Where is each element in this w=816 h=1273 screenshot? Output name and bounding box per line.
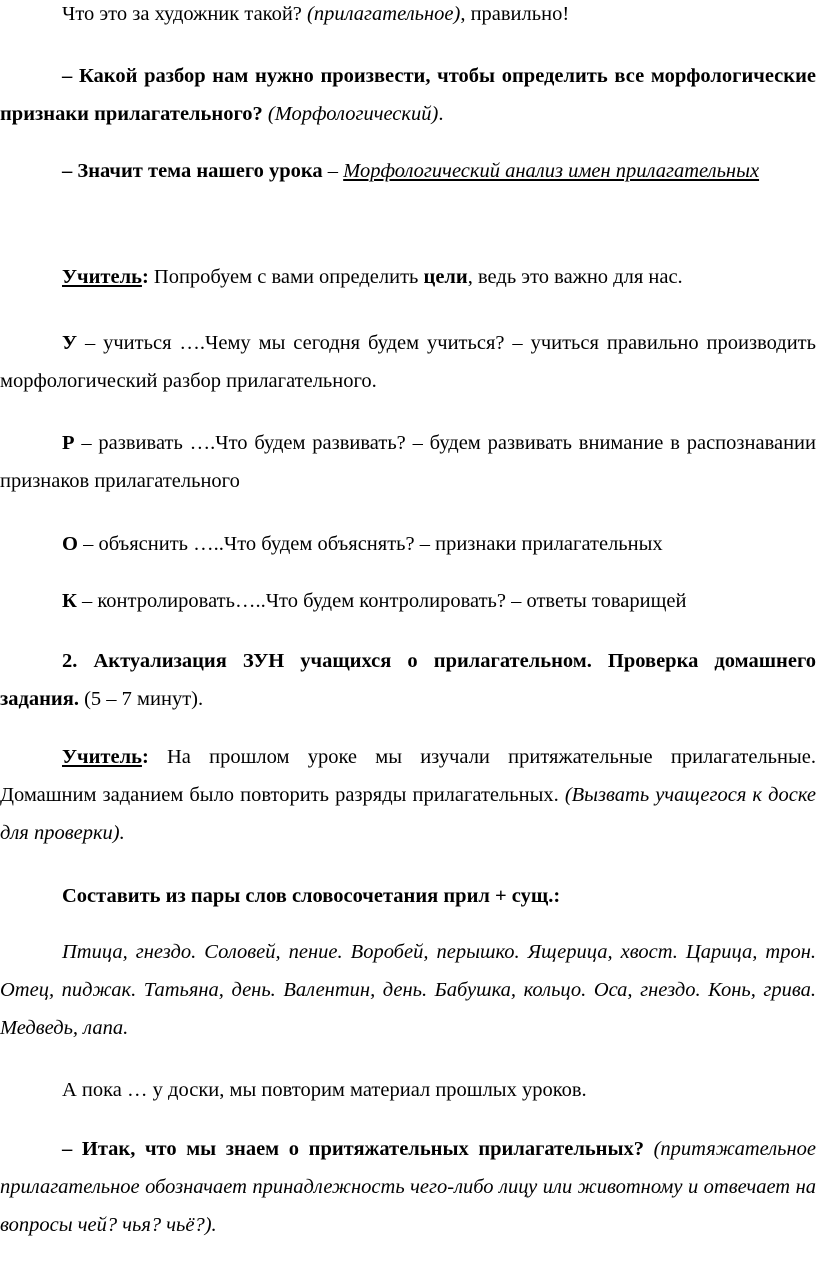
paragraph-goal-o: О – объяснить …..Что будем объяснять? – признаки прилагательных [62, 533, 663, 555]
task-word-pairs: Птица, гнездо. Соловей, пение. Воробей, перышко. Ящерица, хвост. Царица, трон. Отец, пиджак. Татьяна, день. Валентин, день. Бабушка, кольцо. Оса, гнездо. Конь, грива. Медведь, лапа. [0, 941, 816, 1039]
paragraph-goal-r: Р – развивать ….Что будем развивать? – будем развивать внимание в распознавании признаков прилагательного [0, 432, 816, 492]
paragraph-teacher-goals: Учитель: Попробуем с вами определить цели, ведь это важно для нас. [62, 266, 683, 288]
paragraph-review: А пока … у доски, мы повторим материал прошлых уроков. [62, 1079, 587, 1101]
paragraph-analysis-question: – Какой разбор нам нужно произвести, чтобы определить все морфологические признаки прилагательного? (Морфологический). [0, 65, 816, 125]
section-heading-actualization: 2. Актуализация ЗУН учащихся о прилагательном. Проверка домашнего задания. (5 – 7 минут). [0, 650, 816, 710]
paragraph-lesson-topic: – Значит тема нашего урока – Морфологический анализ имен прилагательных [62, 160, 760, 182]
task-heading: Составить из пары слов словосочетания прил + сущ.: [62, 885, 561, 907]
paragraph-possessive-question: – Итак, что мы знаем о притяжательных прилагательных? (притяжательное прилагательное обозначает принадлежность чего-либо лицу или животному и отвечает на вопросы чей? чья? чьё?). [0, 1138, 816, 1236]
paragraph-intro-question: Что это за художник такой? (прилагательное), правильно! [62, 3, 570, 25]
paragraph-goal-k: К – контролировать…..Что будем контролировать? – ответы товарищей [62, 590, 687, 612]
paragraph-goal-u: У – учиться ….Чему мы сегодня будем учиться? – учиться правильно производить морфологический разбор прилагательного. [0, 332, 816, 392]
paragraph-teacher-homework: Учитель: На прошлом уроке мы изучали притяжательные прилагательные. Домашним заданием было повторить разряды прилагательных. (Вызвать учащегося к доске для проверки). [0, 746, 816, 844]
